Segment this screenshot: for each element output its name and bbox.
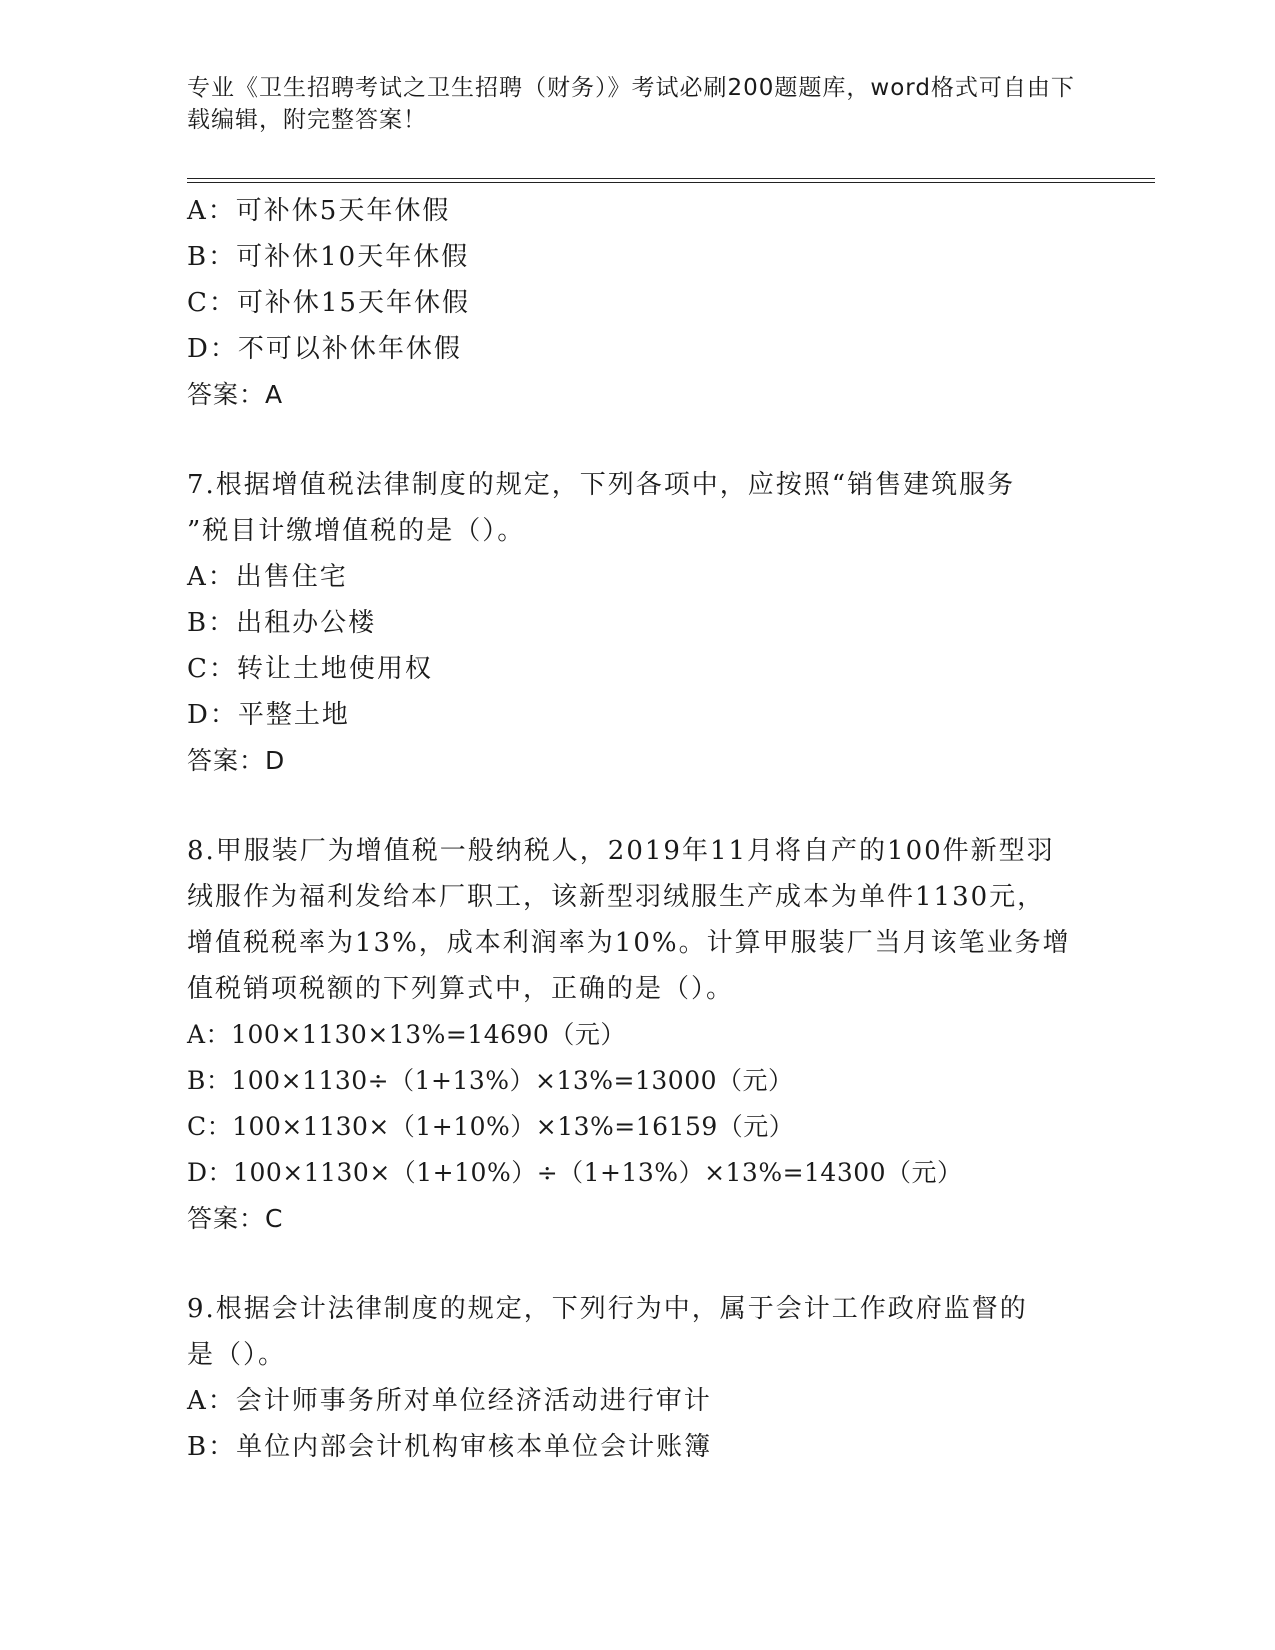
question-6 <box>187 188 1087 418</box>
question-list <box>187 188 1087 1470</box>
option-c: C：可补休15天年休假 <box>187 288 470 318</box>
question-stem-line: 值税销项税额的下列算式中，正确的是（）。 <box>187 974 735 1004</box>
answer-line: 答案：C <box>187 1204 284 1233</box>
question-stem-line: 增值税税率为13%，成本利润率为10%。计算甲服装厂当月该笔业务增 <box>187 928 1071 958</box>
question-stem-line: 9.根据会计法律制度的规定，下列行为中，属于会计工作政府监督的 <box>187 1294 1028 1324</box>
option-a: A：100×1130×13%=14690（元） <box>187 1020 626 1049</box>
question-spacer <box>187 1242 1087 1286</box>
header-divider-thin <box>187 182 1155 183</box>
question-stem-line: 绒服作为福利发给本厂职工，该新型羽绒服生产成本为单件1130元， <box>187 882 1046 912</box>
option-a: A：可补休5天年休假 <box>187 196 451 226</box>
answer-line: 答案：D <box>187 746 286 775</box>
option-a: A：会计师事务所对单位经济活动进行审计 <box>187 1386 712 1416</box>
answer-line: 答案：A <box>187 380 284 409</box>
option-c: C：转让土地使用权 <box>187 654 433 684</box>
question-spacer <box>187 418 1087 462</box>
option-d: D：100×1130×（1+10%）÷（1+13%）×13%=14300（元） <box>187 1158 963 1187</box>
question-8 <box>187 828 1087 1242</box>
option-a: A：出售住宅 <box>187 562 348 592</box>
option-b: B：出租办公楼 <box>187 608 377 638</box>
question-7 <box>187 462 1087 784</box>
option-d: D：不可以补休年休假 <box>187 334 462 364</box>
header-divider-thick <box>187 178 1155 179</box>
option-b: B：可补休10天年休假 <box>187 242 470 272</box>
option-d: D：平整土地 <box>187 700 350 730</box>
document-header-intro: 专业《卫生招聘考试之卫生招聘（财务）》考试必刷200题题库，word格式可自由下载编辑，附完整答案！ <box>187 75 1075 133</box>
question-stem-line: 7.根据增值税法律制度的规定，下列各项中，应按照“销售建筑服务 <box>187 470 1016 500</box>
option-b: B：单位内部会计机构审核本单位会计账簿 <box>187 1432 713 1462</box>
question-stem-line: ”税目计缴增值税的是（）。 <box>187 516 526 546</box>
question-stem-line: 是（）。 <box>187 1340 287 1370</box>
option-b: B：100×1130÷（1+13%）×13%=13000（元） <box>187 1066 794 1095</box>
question-spacer <box>187 784 1087 828</box>
option-c: C：100×1130×（1+10%）×13%=16159（元） <box>187 1112 795 1141</box>
question-9 <box>187 1286 1087 1470</box>
question-stem-line: 8.甲服装厂为增值税一般纳税人，2019年11月将自产的100件新型羽 <box>187 836 1055 866</box>
